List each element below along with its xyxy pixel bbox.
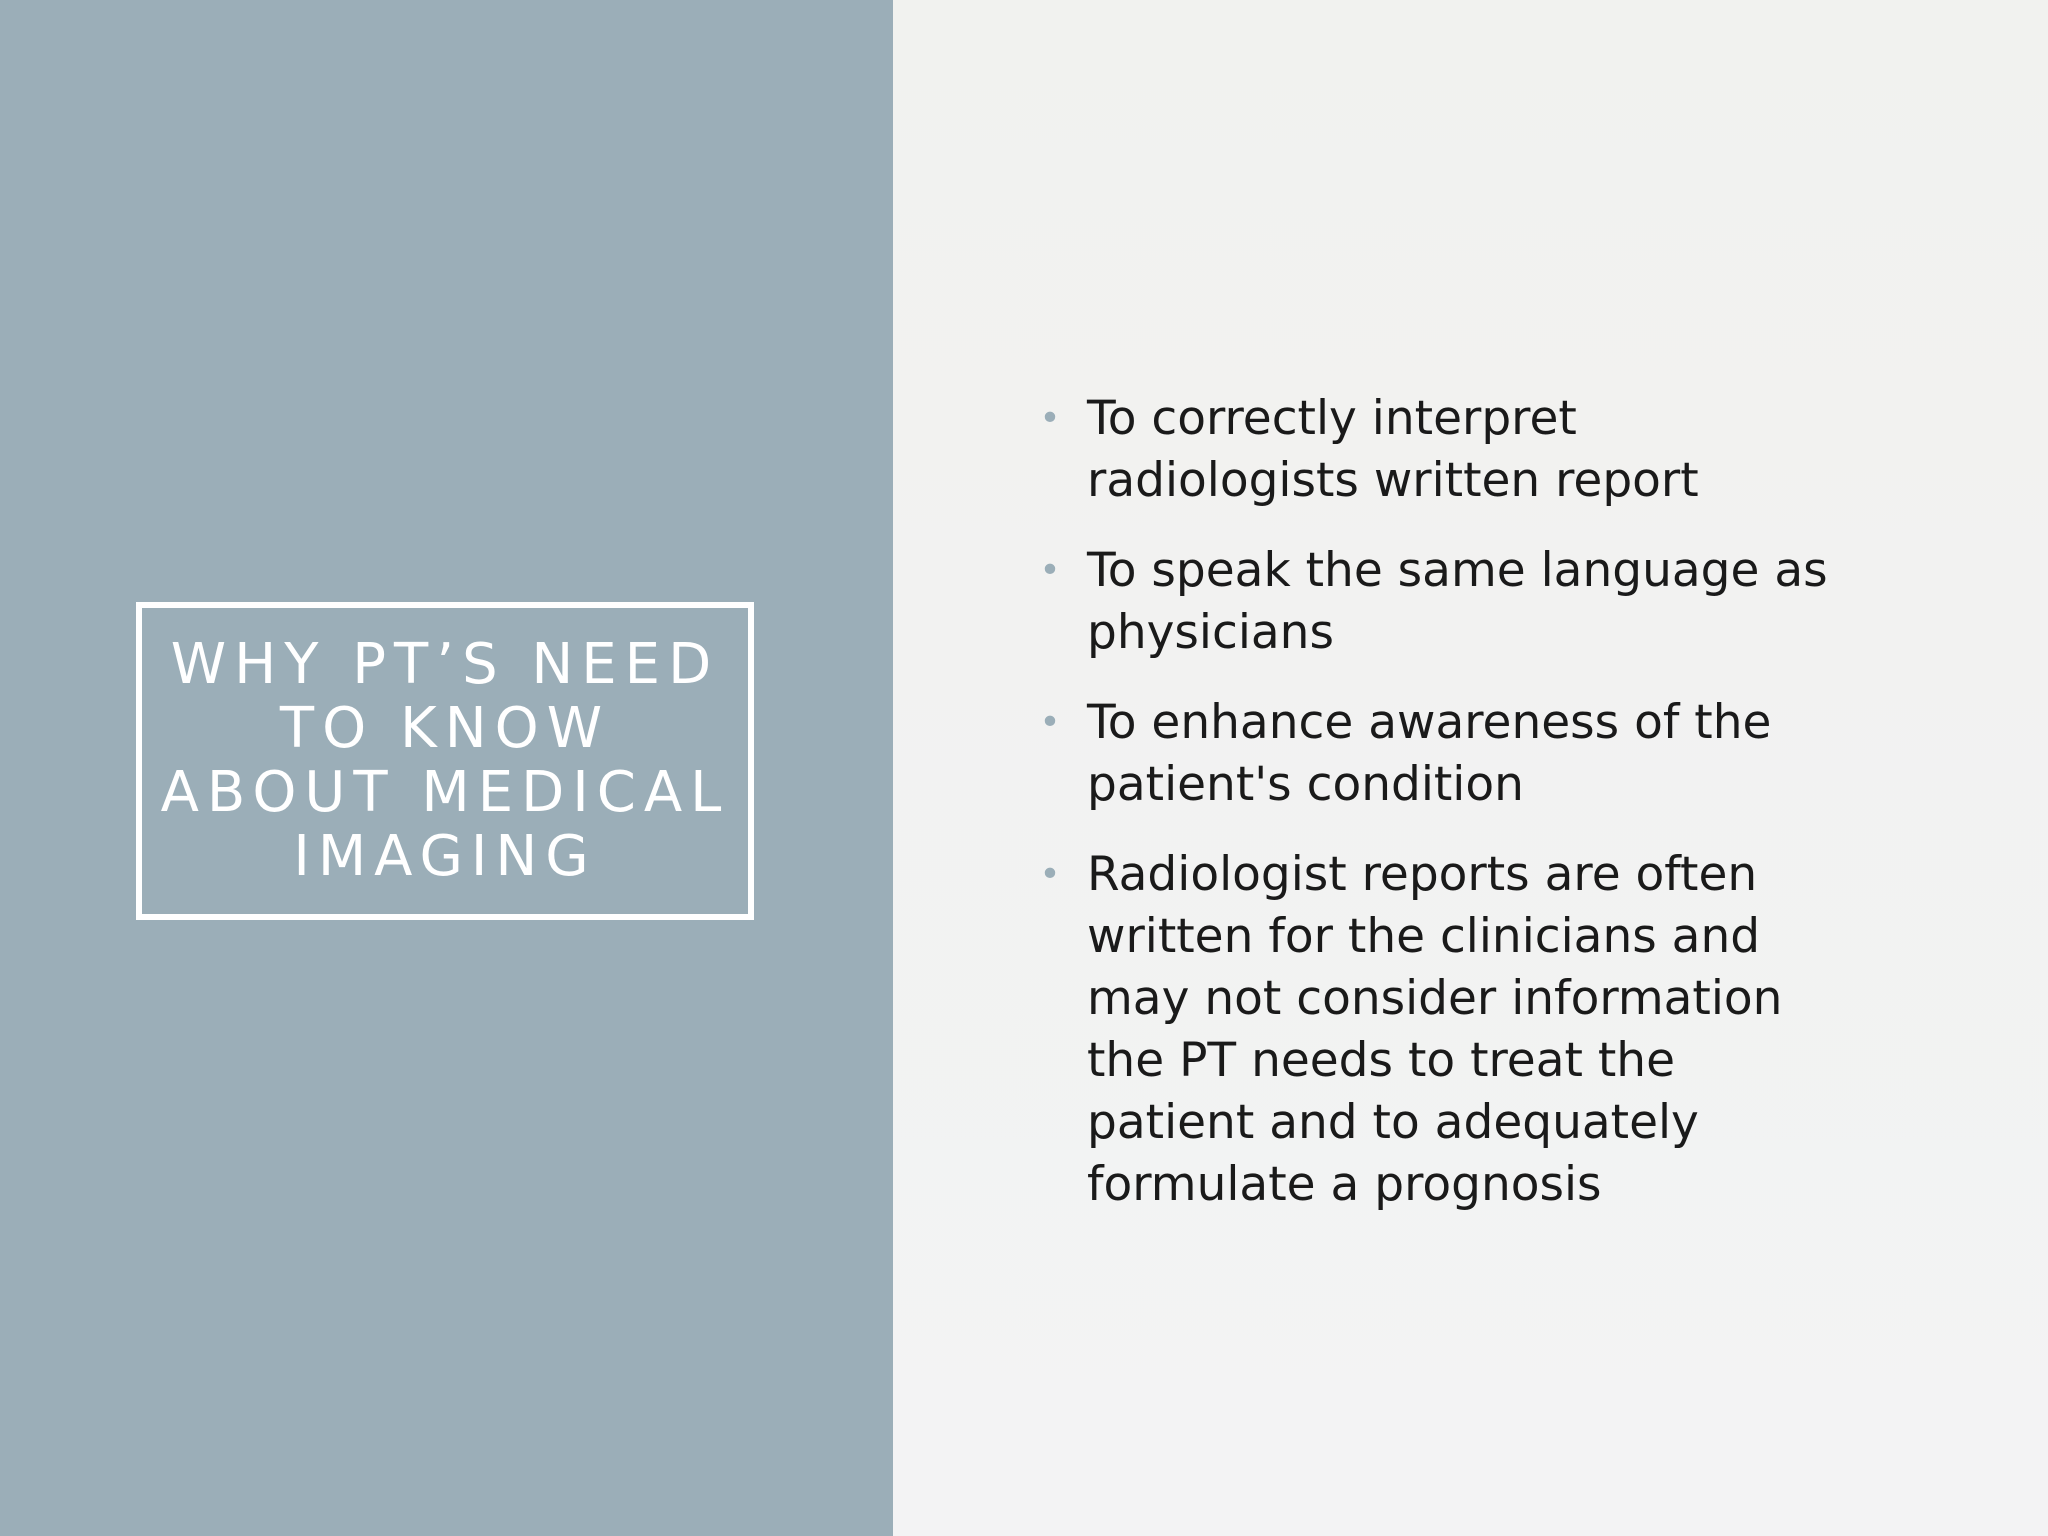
content-panel — [893, 0, 2048, 1536]
bullet-text: To enhance awareness of the patient's condition — [1087, 695, 1772, 812]
title-frame — [136, 602, 754, 920]
slide-title: WHY PT’S NEED TO KNOW ABOUT MEDICAL IMAGING — [160, 632, 730, 889]
list-item — [1033, 540, 1873, 664]
bullet-list — [1033, 388, 1873, 1244]
bullet-dot-icon: • — [1039, 550, 1061, 591]
bullet-text: To speak the same language as physicians — [1087, 543, 1828, 660]
list-item — [1033, 388, 1873, 512]
list-item — [1033, 692, 1873, 816]
bullet-dot-icon: • — [1039, 702, 1061, 743]
bullet-text: Radiologist reports are often written for the clinicians and may not consider information the PT needs to treat the patient and to adequately formulate a prognosis — [1087, 847, 1783, 1212]
title-panel — [0, 0, 893, 1536]
list-item — [1033, 844, 1873, 1216]
bullet-dot-icon: • — [1039, 854, 1061, 895]
bullet-dot-icon: • — [1039, 398, 1061, 439]
bullet-text: To correctly interpret radiologists written report — [1087, 391, 1699, 508]
